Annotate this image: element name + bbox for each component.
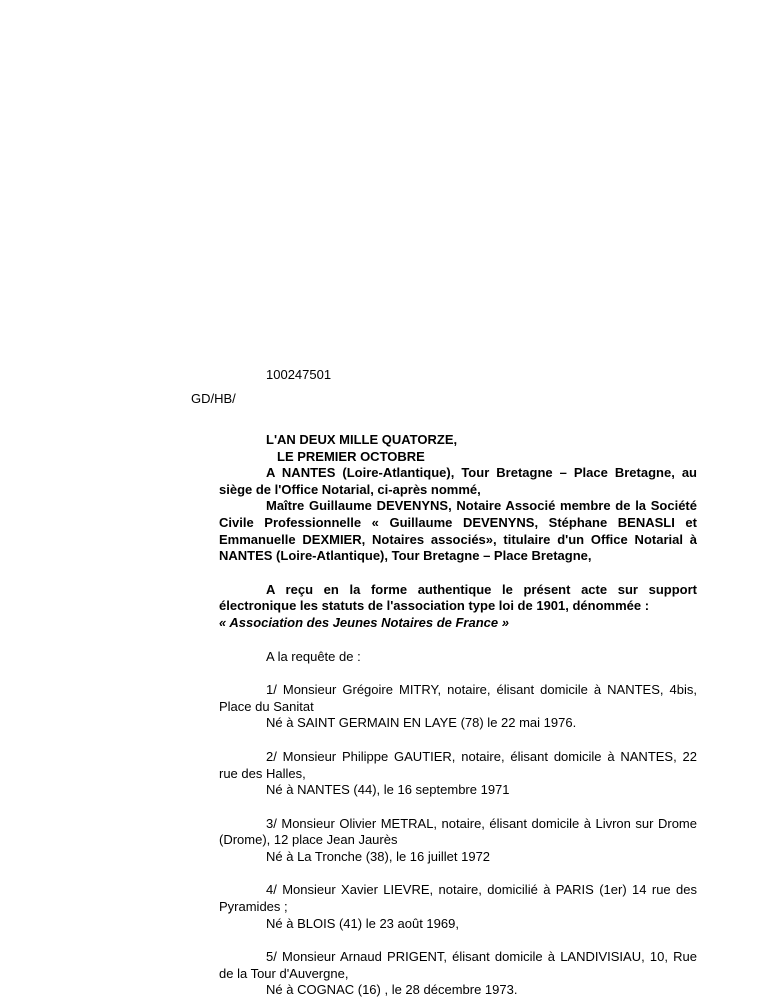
date-line-day: LE PREMIER OCTOBRE [277,448,425,464]
person-2-line: 2/ Monsieur Philippe GAUTIER, notaire, élisant domicile à NANTES, 22 rue des Halles, [219,748,697,781]
request-label: A la requête de : [266,648,361,664]
date-line-year: L'AN DEUX MILLE QUATORZE, [266,432,458,447]
person-1-line: 1/ Monsieur Grégoire MITRY, notaire, élisant domicile à NANTES, 4bis, Place du Sanitat [219,682,697,714]
person-2-birth: Né à NANTES (44), le 16 septembre 1971 [266,782,510,798]
person-3-line: 3/ Monsieur Olivier METRAL, notaire, élisant domicile à Livron sur Drome (Drome), 12 place Jean Jaurès [219,815,697,848]
association-name: « Association des Jeunes Notaires de France » [219,614,509,630]
notary-paragraph: Maître Guillaume DEVENYNS, Notaire Associé membre de la Société Civile Professionnelle « Guillaume DEVENYNS, Stéphane BENASLI et Emmanuelle DEXMIER, Notaires associés», titulaire d'un Office Notarial à NANTES (Loire-Atlantique), Tour Bretagne – Place Bretagne, [219,498,697,564]
person-4-birth: Né à BLOIS (41) le 23 août 1969, [266,915,459,931]
document-body [219,432,697,999]
person-1-birth: Né à SAINT GERMAIN EN LAYE (78) le 22 mai 1976. [266,715,577,731]
person-4-line: 4/ Monsieur Xavier LIEVRE, notaire, domicilié à PARIS (1er) 14 rue des Pyramides ; [219,882,697,915]
place-paragraph: A NANTES (Loire-Atlantique), Tour Bretagne – Place Bretagne, au siège de l'Office Notarial, ci-après nommé, [219,465,697,497]
document-reference: 100247501 [266,367,332,382]
person-5-line: 5/ Monsieur Arnaud PRIGENT, élisant domicile à LANDIVISIAU, 10, Rue de la Tour d'Auvergne, [219,949,697,981]
author-initials: GD/HB/ [191,391,236,406]
act-text: A reçu en la forme authentique le présent acte sur support électronique les statuts de l'association type loi de 1901, dénommée : [219,581,697,614]
person-3-birth: Né à La Tronche (38), le 16 juillet 1972 [266,848,491,864]
person-5-birth: Né à COGNAC (16) , le 28 décembre 1973. [266,982,518,998]
act-paragraph [219,582,697,632]
